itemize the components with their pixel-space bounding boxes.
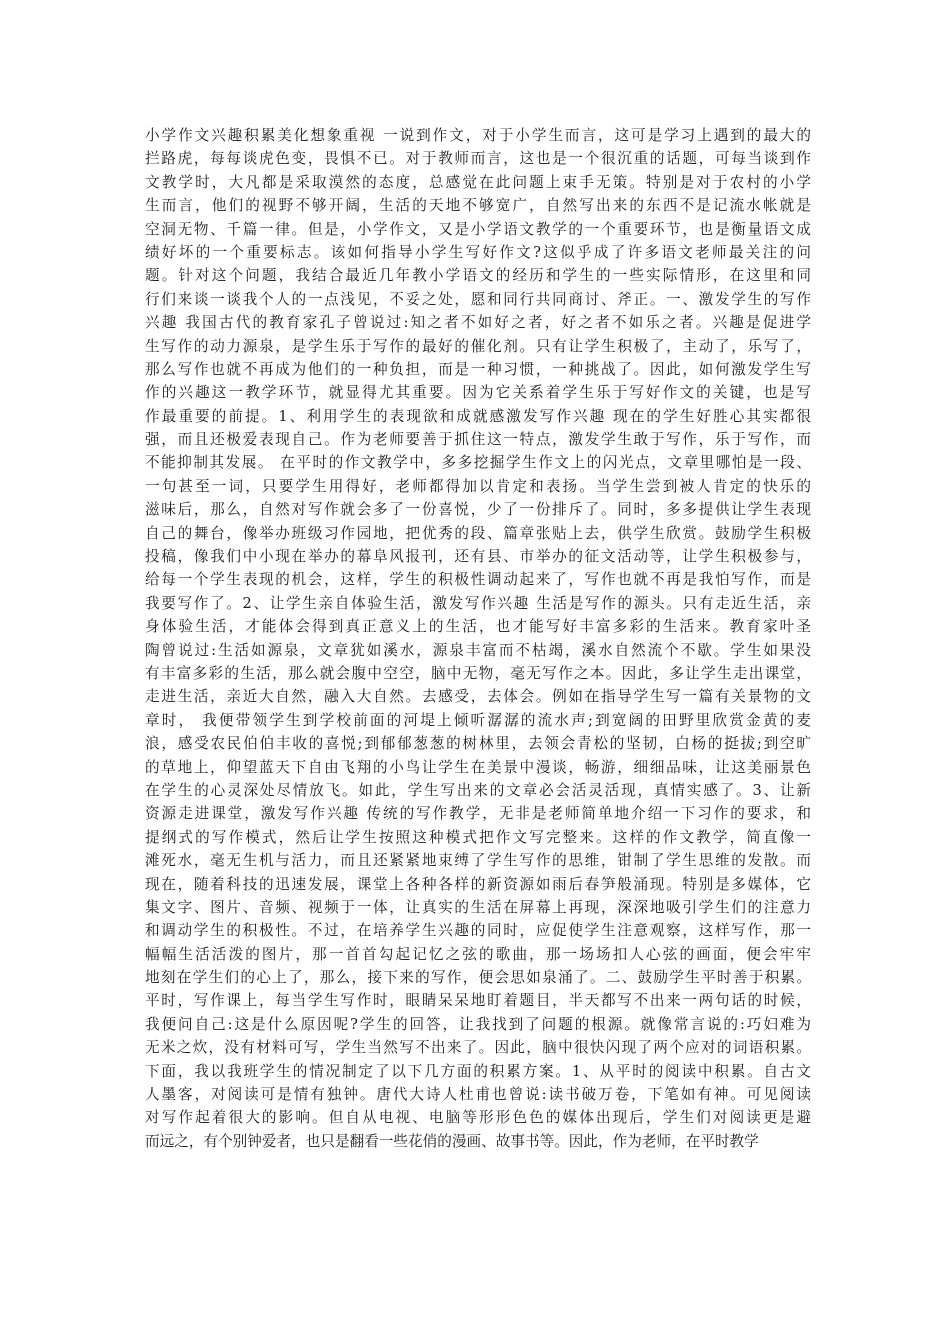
text-line: 给每一个学生表现的机会，这样，学生的积极性调动起来了，写作也就不再是我怕写作，而是 <box>145 571 811 589</box>
text-line: 绩好坏的一个重要标志。该如何指导小学生写好作文?这似乎成了许多语文老师最关注的问 <box>145 243 811 261</box>
text-line: 生而言，他们的视野不够开阔，生活的天地不够宽广，自然写出来的东西不是记流水帐就是 <box>145 197 811 215</box>
text-line: 资源走进课堂，激发写作兴趣 传统的写作教学，无非是老师简单地介绍一下习作的要求，和 <box>145 805 811 823</box>
text-line: 那么写作也就不再成为他们的一种负担，而是一种习惯，一种挑战了。因此，如何激发学生写 <box>145 360 811 378</box>
text-line: 无米之炊，没有材料可写，学生当然写不出来了。因此，脑中很快闪现了两个应对的词语积累。 <box>145 1039 811 1057</box>
text-line: 对写作起着很大的影响。但自从电视、电脑等形形色色的媒体出现后，学生们对阅读更是避 <box>145 1109 811 1127</box>
text-line: 走进生活，亲近大自然，融入大自然。去感受，去体会。例如在指导学生写一篇有关景物的文 <box>145 688 811 706</box>
text-line: 集文字、图片、音频、视频于一体，让真实的生活在屏幕上再现，深深地吸引学生们的注意力 <box>145 898 811 916</box>
text-line: 而远之，有个别钟爱者，也只是翻看一些花俏的漫画、故事书等。因此，作为老师，在平时教学 <box>145 1132 759 1150</box>
text-line: 幅幅生活活泼的图片，那一首首勾起记忆之弦的歌曲，那一场场扣人心弦的画面，便会牢牢 <box>145 945 811 963</box>
text-line: 强，而且还极爱表现自己。作为老师要善于抓住这一特点，激发学生敢于写作，乐于写作，而 <box>145 431 811 449</box>
text-line: 拦路虎，每每谈虎色变，畏惧不已。对于教师而言，这也是一个很沉重的话题，可每当谈到作 <box>145 150 811 168</box>
text-line: 滋味后，那么，自然对写作就会多了一份喜悦，少了一份排斥了。同时，多多提供让学生表现 <box>145 501 811 519</box>
body-text <box>145 124 811 1153</box>
text-line: 章时， 我便带领学生到学校前面的河堤上倾听潺潺的流水声;到宽阔的田野里欣赏金黄的麦 <box>145 711 811 729</box>
text-line: 一句甚至一词，只要学生用得好，老师都得加以肯定和表扬。当学生尝到被人肯定的快乐的 <box>145 477 811 495</box>
text-line: 在学生的心灵深处尽情放飞。如此，学生写出来的文章必会活灵活现，真情实感了。3、让新 <box>145 781 811 799</box>
text-line: 身体验生活，才能体会得到真正意义上的生活，也才能写好丰富多彩的生活来。教育家叶圣 <box>145 618 811 636</box>
text-line: 我要写作了。2、让学生亲自体验生活，激发写作兴趣 生活是写作的源头。只有走近生活，亲 <box>145 594 811 612</box>
text-line: 下面，我以我班学生的情况制定了以下几方面的积累方案。1、从平时的阅读中积累。自古文 <box>145 1062 811 1080</box>
text-line: 现在，随着科技的迅速发展，课堂上各种各样的新资源如雨后春笋般涌现。特别是多媒体，它 <box>145 875 811 893</box>
text-line: 地刻在学生们的心上了，那么，接下来的写作，便会思如泉涌了。二、鼓励学生平时善于积累。 <box>145 969 811 987</box>
text-line: 兴趣 我国古代的教育家孔子曾说过:知之者不如好之者，好之者不如乐之者。兴趣是促进学 <box>145 314 811 332</box>
text-line: 行们来谈一谈我个人的一点浅见，不妥之处，愿和同行共同商讨、斧正。一、激发学生的写作 <box>145 290 811 308</box>
text-line: 文教学时，大凡都是采取漠然的态度，总感觉在此问题上束手无策。特别是对于农村的小学 <box>145 173 811 191</box>
text-line: 小学作文兴趣积累美化想象重视 一说到作文，对于小学生而言，这可是学习上遇到的最大的 <box>145 127 811 144</box>
text-line: 投稿，像我们中小现在举办的幕阜风报刊，还有县、市举办的征文活动等，让学生积极参与， <box>145 548 811 566</box>
text-line: 陶曾说过:生活如源泉，文章犹如溪水，源泉丰富而不枯竭，溪水自然流个不歇。学生如果没 <box>145 641 811 659</box>
text-line: 浪，感受农民伯伯丰收的喜悦;到郁郁葱葱的树林里，去领会青松的坚韧，白杨的挺拔;到空旷 <box>145 735 811 753</box>
text-line: 作的兴趣这一教学环节，就显得尤其重要。因为它关系着学生乐于写好作文的关键，也是写 <box>145 384 811 402</box>
text-line: 平时，写作课上，每当学生写作时，眼睛呆呆地盯着题目，半天都写不出来一两句话的时候， <box>145 992 811 1010</box>
text-line: 有丰富多彩的生活，那么就会腹中空空，脑中无物，毫无写作之本。因此，多让学生走出课堂， <box>145 664 811 682</box>
text-line: 题。针对这个问题，我结合最近几年教小学语文的经历和学生的一些实际情形，在这里和同 <box>145 267 811 285</box>
text-line: 自己的舞台，像举办班级习作园地，把优秀的段、篇章张贴上去，供学生欣赏。鼓励学生积极 <box>145 524 811 542</box>
text-line: 和调动学生的积极性。不过，在培养学生兴趣的同时，应促使学生注意观察，这样写作，那一 <box>145 922 811 940</box>
text-line: 滩死水，毫无生机与活力，而且还紧紧地束缚了学生写作的思维，钳制了学生思维的发散。而 <box>145 852 811 870</box>
text-line: 生写作的动力源泉，是学生乐于写作的最好的催化剂。只有让学生积极了，主动了，乐写了， <box>145 337 811 355</box>
text-line: 作最重要的前提。1、利用学生的表现欲和成就感激发写作兴趣 现在的学生好胜心其实都很 <box>145 407 811 425</box>
text-line: 空洞无物、千篇一律。但是，小学作文，又是小学语文教学的一个重要环节，也是衡量语文成 <box>145 220 811 238</box>
text-line: 不能抑制其发展。 在平时的作文教学中，多多挖掘学生作文上的闪光点，文章里哪怕是一段、 <box>145 454 811 472</box>
text-line: 人墨客，对阅读可是情有独钟。唐代大诗人杜甫也曾说:读书破万卷，下笔如有神。可见阅读 <box>145 1086 811 1104</box>
text-line: 的草地上，仰望蓝天下自由飞翔的小鸟让学生在美景中漫谈，畅游，细细品味，让这美丽景色 <box>145 758 811 776</box>
text-line: 我便问自己:这是什么原因呢?学生的回答，让我找到了问题的根源。就像常言说的:巧妇难为 <box>145 1015 811 1033</box>
text-line: 提纲式的写作模式，然后让学生按照这种模式把作文写完整来。这样的作文教学，简直像一 <box>145 828 811 846</box>
